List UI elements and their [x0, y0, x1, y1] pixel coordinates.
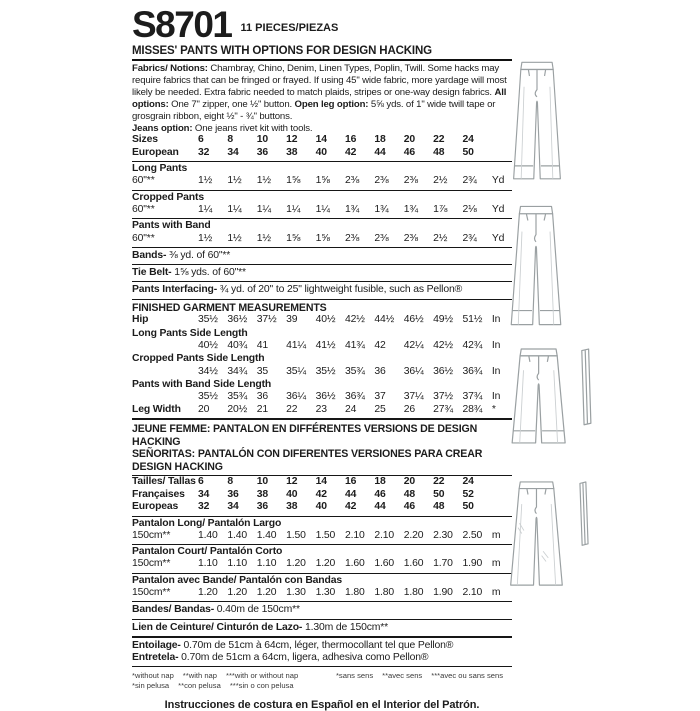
- divider: [132, 516, 512, 517]
- table-cell: 2.10: [344, 529, 365, 541]
- cropped-pants-label: Cropped Pants: [132, 191, 204, 203]
- table-cell: 18: [374, 134, 386, 146]
- pattern-number: S8701: [132, 4, 232, 45]
- table-cell: 2½: [433, 232, 448, 244]
- table-cell: 1.40: [198, 529, 218, 541]
- cropped-side-length-label: Cropped Pants Side Length: [132, 353, 265, 365]
- table-cell: 2⅜: [344, 232, 360, 244]
- table-cell: 8: [227, 134, 234, 146]
- row-label: Leg Width: [132, 403, 181, 415]
- jeans-option-label: Jeans option:: [132, 122, 193, 134]
- table-cell: 20: [198, 403, 210, 415]
- table-cell: 36: [374, 365, 386, 377]
- table-cell: 1.90: [462, 558, 483, 570]
- row-unit: Yd: [491, 175, 505, 187]
- table-cell: 26: [403, 403, 415, 415]
- cropped-pants-yardage-row: [132, 204, 512, 216]
- table-cell: 40: [286, 488, 298, 500]
- technical-drawings-column: [497, 58, 612, 591]
- divider: [132, 161, 512, 162]
- table-cell: 2⅜: [403, 232, 418, 244]
- fabric-width: 60"**: [132, 175, 155, 187]
- table-cell: 37¼: [403, 391, 424, 403]
- row-unit: In: [491, 314, 501, 326]
- table-cell: 34¾: [227, 365, 248, 377]
- table-cell: 44: [374, 501, 386, 513]
- table-cell: 40: [315, 146, 327, 158]
- fabric-width: 60"**: [132, 232, 155, 244]
- table-cell: 39: [286, 314, 298, 326]
- ceinture-text: 1.30m de 150cm**: [302, 621, 389, 633]
- footnotes-spanish: [132, 681, 307, 691]
- table-cell: 2½: [433, 175, 448, 187]
- bandes-note: [132, 604, 512, 616]
- table-cell: 40½: [315, 314, 336, 326]
- bandes-label: Bandes/ Bandas-: [132, 604, 215, 616]
- pantalon-court-label: Pantalon Court/ Pantalón Corto: [132, 546, 283, 558]
- table-cell: 44½: [374, 314, 395, 326]
- table-cell: 1⅞: [433, 204, 448, 216]
- table-cell: 32: [198, 501, 210, 513]
- table-cell: 1.60: [403, 558, 424, 570]
- table-cell: 42: [344, 501, 357, 513]
- table-cell: 35¾: [227, 391, 248, 403]
- row-unit: m: [491, 558, 501, 570]
- bands-text: ⅜ yd. of 60"**: [166, 250, 231, 262]
- table-cell: 38: [256, 488, 269, 500]
- footnotes-left: [132, 671, 307, 691]
- table-cell: 1¼: [286, 204, 301, 216]
- table-cell: 48: [433, 501, 445, 513]
- table-cell: 44: [344, 488, 357, 500]
- table-cell: 36¾: [462, 365, 483, 377]
- table-cell: 1⅝: [286, 232, 301, 244]
- fabrics-notions-label: Fabrics/ Notions:: [132, 63, 208, 74]
- table-cell: 46: [403, 501, 415, 513]
- table-cell: 1.20: [256, 586, 277, 598]
- table-cell: 42: [344, 146, 357, 158]
- ceinture-label: Lien de Ceinture/ Cinturón de Lazo-: [132, 621, 303, 633]
- table-cell: 36½: [315, 391, 336, 403]
- cropped-pants-illustration: [497, 346, 603, 449]
- table-cell: 24: [462, 134, 474, 146]
- pattern-info-column: [132, 6, 512, 711]
- all-options-label: All options:: [132, 86, 507, 110]
- table-cell: 1½: [198, 175, 213, 187]
- table-cell: 46½: [403, 314, 424, 326]
- section-divider: [132, 418, 512, 420]
- band-side-length-label: Pants with Band Side Length: [132, 378, 272, 390]
- cropped-side-length-row: [132, 366, 512, 378]
- table-cell: 42½: [433, 339, 453, 351]
- table-cell: 36¼: [403, 365, 424, 377]
- table-cell: 42¾: [462, 339, 483, 351]
- table-cell: 35: [256, 365, 269, 377]
- table-cell: 36: [227, 488, 239, 500]
- table-cell: 21: [256, 403, 269, 415]
- table-cell: 1.30: [286, 586, 306, 598]
- entoilage-note: [132, 640, 512, 652]
- table-cell: 2⅛: [462, 204, 477, 216]
- table-cell: 1½: [256, 232, 271, 244]
- long-pants-band-back-drawing: [499, 202, 573, 332]
- table-cell: 2⅜: [344, 175, 360, 187]
- table-cell: 2¾: [462, 232, 477, 244]
- long-pants-band-front-drawing: [501, 58, 573, 186]
- pantalon-long-label: Pantalon Long/ Pantalón Largo: [132, 517, 282, 529]
- table-cell: 1½: [227, 175, 242, 187]
- table-cell: 51½: [462, 314, 483, 326]
- table-cell: 42: [374, 339, 386, 351]
- entoilage-text: 0.70m de 51cm à 64cm, léger, thermocollant tel que Pellon®: [180, 639, 454, 651]
- table-cell: 38: [286, 146, 298, 158]
- table-cell: 1¼: [315, 204, 330, 216]
- fabric-width: 150cm**: [132, 586, 171, 598]
- bands-note: [132, 250, 512, 262]
- table-cell: 37½: [256, 314, 277, 326]
- table-cell: 1.80: [344, 586, 365, 598]
- footnote-item: *sin pelusa: [132, 681, 170, 691]
- table-cell: 1¼: [256, 204, 271, 216]
- table-cell: 1½: [256, 175, 271, 187]
- table-cell: 34: [198, 488, 210, 500]
- table-cell: 1.20: [227, 586, 248, 598]
- table-cell: 22: [433, 134, 445, 146]
- table-cell: 50: [462, 501, 474, 513]
- pants-with-band-yardage-row: [132, 233, 512, 245]
- table-cell: 12: [286, 134, 298, 146]
- table-cell: 41½: [315, 339, 336, 351]
- table-cell: 27¾: [433, 403, 453, 415]
- footnote-item: ***sin o con pelusa: [229, 681, 294, 691]
- table-cell: 34: [227, 146, 239, 158]
- long-pants-yardage-row: [132, 175, 512, 187]
- table-cell: 1¼: [198, 204, 213, 216]
- table-cell: 41¾: [344, 339, 365, 351]
- table-cell: 1.20: [315, 558, 336, 570]
- table-cell: 36¼: [286, 391, 306, 403]
- table-cell: 1⅝: [315, 232, 330, 244]
- table-cell: 24: [462, 476, 474, 488]
- footnotes-english: [132, 671, 307, 681]
- footnote-item: ***with or without nap: [226, 671, 299, 681]
- table-cell: 35½: [198, 314, 218, 326]
- row-unit: In: [491, 339, 501, 351]
- table-cell: 48: [403, 488, 415, 500]
- row-unit: m: [491, 529, 501, 541]
- fabric-width: 60"**: [132, 204, 155, 216]
- table-cell: 34: [227, 501, 239, 513]
- table-cell: 1.70: [433, 558, 453, 570]
- table-cell: 1.50: [315, 529, 336, 541]
- table-cell: 41: [256, 339, 269, 351]
- fabrics-notions-paragraph: [132, 63, 512, 134]
- divider: [132, 299, 512, 300]
- table-cell: 46: [403, 146, 415, 158]
- fabric-width: 150cm**: [132, 529, 171, 541]
- entretela-note: [132, 652, 512, 664]
- jeans-option-text: One jeans rivet kit with tools.: [192, 122, 313, 134]
- pantalon-bande-row: [132, 587, 512, 599]
- row-unit: *: [491, 403, 496, 415]
- footnotes-right: [336, 671, 512, 691]
- table-cell: 32: [198, 146, 210, 158]
- table-cell: 1.90: [433, 586, 453, 598]
- divider: [132, 601, 512, 602]
- table-cell: 14: [315, 134, 327, 146]
- table-cell: 46: [374, 488, 386, 500]
- entretela-text: 0.70m de 51cm a 64cm, ligera, adhesiva como Pellon®: [178, 651, 429, 663]
- table-cell: 42¼: [403, 339, 424, 351]
- europeas-row: [132, 501, 512, 513]
- french-heading: JEUNE FEMME: PANTALON EN DIFFÉRENTES VERSIONS DE DESIGN HACKING: [132, 422, 478, 448]
- interfacing-label: Pants Interfacing-: [132, 284, 218, 296]
- ceinture-note: [132, 622, 512, 634]
- row-label: Hip: [132, 314, 149, 326]
- table-cell: 2¾: [462, 175, 477, 187]
- table-cell: 37½: [433, 391, 453, 403]
- divider: [132, 544, 512, 545]
- table-cell: 2⅜: [374, 232, 389, 244]
- row-unit: In: [491, 391, 501, 403]
- footnote-item: *without nap: [132, 671, 174, 681]
- table-cell: 2.10: [462, 586, 483, 598]
- hip-row: [132, 314, 512, 326]
- table-cell: 1.40: [256, 529, 277, 541]
- table-cell: 36¾: [344, 391, 365, 403]
- table-cell: 20: [403, 134, 415, 146]
- fabric-width: 150cm**: [132, 558, 171, 570]
- fabrics-notions-text: Chambray, Chino, Denim, Linen Types, Poplin, Twill. Some hacks may require fabrics that can be fringed or frayed. If using 45" wide fabric, more yardage will most likely be needed. Extra fabric needed to match plaids, stripes or one-way design fabrics.: [132, 63, 507, 98]
- divider: [132, 281, 512, 282]
- table-cell: 38: [286, 501, 298, 513]
- row-label: European: [132, 146, 179, 158]
- table-cell: 50: [433, 488, 445, 500]
- table-cell: 2⅜: [403, 175, 418, 187]
- table-cell: 44: [374, 146, 386, 158]
- pantalon-court-row: [132, 558, 512, 570]
- table-cell: 40¾: [227, 339, 248, 351]
- table-cell: 1.30: [315, 586, 336, 598]
- table-cell: 1.10: [198, 558, 218, 570]
- table-cell: 35½: [198, 391, 218, 403]
- bandes-text: 0.40m de 150cm**: [214, 604, 300, 616]
- leg-width-row: [132, 404, 512, 416]
- table-cell: 1¼: [227, 204, 242, 216]
- table-cell: 40: [315, 501, 327, 513]
- all-options-text: One 7" zipper, one ½" button.: [168, 98, 295, 110]
- pants-front-illustration: [501, 58, 573, 186]
- row-unit: In: [491, 365, 501, 377]
- table-cell: 8: [227, 476, 234, 488]
- spanish-heading: SEÑORITAS: PANTALÓN CON DIFERENTES VERSIONES PARA CREAR DESIGN HACKING: [132, 448, 483, 473]
- interfacing-note: [132, 284, 512, 296]
- table-cell: 2.30: [433, 529, 453, 541]
- interfacing-text: ¾ yd. of 20" to 25" lightweight fusible, such as Pellon®: [217, 284, 463, 296]
- pants-back-illustration: [499, 202, 573, 332]
- entretela-label: Entretela-: [132, 651, 179, 663]
- table-cell: 16: [344, 134, 357, 146]
- table-cell: 18: [374, 476, 386, 488]
- footnotes-french: [336, 671, 512, 681]
- francaises-row: [132, 489, 512, 501]
- table-cell: 2.10: [374, 529, 394, 541]
- divider: [132, 666, 512, 667]
- row-label: Europeas: [132, 501, 179, 513]
- footnote-item: **con pelusa: [178, 681, 221, 691]
- table-cell: 10: [256, 134, 269, 146]
- table-cell: 37¾: [462, 391, 483, 403]
- section-divider: [132, 636, 512, 638]
- row-unit: Yd: [491, 204, 505, 216]
- pattern-title: MISSES' PANTS WITH OPTIONS FOR DESIGN HACKING: [132, 45, 512, 61]
- table-cell: 1.50: [286, 529, 306, 541]
- table-cell: 1.60: [374, 558, 394, 570]
- table-cell: 22: [286, 403, 298, 415]
- table-cell: 48: [433, 146, 445, 158]
- sizes-row: [132, 134, 512, 146]
- divider: [132, 573, 512, 574]
- footnote-item: *sans sens: [335, 671, 374, 681]
- table-cell: 1½: [227, 232, 242, 244]
- table-cell: 41¼: [286, 339, 306, 351]
- row-unit: Yd: [491, 232, 505, 244]
- table-cell: 40½: [198, 339, 218, 351]
- table-cell: 1.10: [227, 558, 248, 570]
- table-cell: 1⅝: [315, 175, 330, 187]
- table-cell: 1.10: [256, 558, 277, 570]
- table-cell: 1¾: [403, 204, 418, 216]
- table-cell: 1¾: [374, 204, 389, 216]
- table-cell: 37: [374, 391, 386, 403]
- pieces-count: 11 PIECES/PIEZAS: [240, 22, 339, 34]
- table-cell: 16: [344, 476, 357, 488]
- divider: [132, 247, 512, 248]
- row-unit: m: [491, 586, 501, 598]
- row-label: Sizes: [132, 134, 158, 146]
- table-cell: 50: [462, 146, 474, 158]
- long-pants-label: Long Pants: [132, 163, 188, 175]
- table-cell: 1.80: [374, 586, 394, 598]
- divider: [132, 619, 512, 620]
- table-cell: 10: [256, 476, 269, 488]
- divider: [132, 218, 512, 219]
- table-cell: 2.50: [462, 529, 483, 541]
- table-cell: 1⅝: [286, 175, 301, 187]
- long-pants-open-leg-tie-belt-drawing: [497, 479, 601, 591]
- table-cell: 36: [256, 146, 269, 158]
- pantalon-long-row: [132, 530, 512, 542]
- table-cell: 35¼: [286, 365, 306, 377]
- table-cell: 35¾: [344, 365, 365, 377]
- table-cell: 1¾: [344, 204, 360, 216]
- divider: [132, 190, 512, 191]
- table-cell: 1.20: [198, 586, 218, 598]
- table-cell: 49½: [433, 314, 453, 326]
- finished-measurements-heading: FINISHED GARMENT MEASUREMENTS: [132, 301, 327, 314]
- row-label: Tailles/ Tallas: [132, 476, 196, 488]
- divider: [132, 264, 512, 265]
- tie-belt-text: 1⅝ yds. of 60"**: [171, 267, 246, 279]
- table-cell: 28¾: [462, 403, 483, 415]
- band-side-length-row: [132, 391, 512, 403]
- bands-label: Bands-: [132, 250, 167, 262]
- pants-with-band-label: Pants with Band: [132, 220, 211, 232]
- table-cell: 42: [315, 488, 327, 500]
- long-side-length-row: [132, 340, 512, 352]
- table-cell: 20½: [227, 403, 248, 415]
- table-cell: 1½: [198, 232, 213, 244]
- tie-belt-note: [132, 267, 512, 279]
- european-sizes-row: [132, 147, 512, 159]
- table-cell: 2.20: [403, 529, 424, 541]
- tie-belt-label: Tie Belt-: [132, 267, 172, 279]
- table-cell: 6: [198, 476, 204, 488]
- table-cell: 52: [462, 488, 474, 500]
- table-cell: 12: [286, 476, 298, 488]
- table-cell: 36½: [433, 365, 453, 377]
- table-cell: 23: [315, 403, 327, 415]
- table-cell: 1.60: [344, 558, 365, 570]
- table-cell: 14: [315, 476, 327, 488]
- tailles-row: [132, 476, 512, 488]
- open-leg-pants-illustration: [497, 479, 601, 591]
- table-cell: 6: [198, 134, 204, 146]
- table-cell: 2⅜: [374, 175, 389, 187]
- table-cell: 42½: [344, 314, 365, 326]
- open-leg-option-label: Open leg option:: [294, 98, 369, 110]
- header: [132, 6, 512, 44]
- table-cell: 1.40: [227, 529, 248, 541]
- footnote-item: **with nap: [182, 671, 217, 681]
- table-cell: 34½: [198, 365, 218, 377]
- table-cell: 36: [256, 501, 269, 513]
- footnotes: [132, 671, 512, 691]
- pantalon-bande-label: Pantalon avec Bande/ Pantalón con Bandas: [132, 574, 342, 586]
- table-cell: 35½: [315, 365, 336, 377]
- spanish-instructions-note: Instrucciones de costura en Español en el Interior del Patrón.: [164, 699, 480, 711]
- table-cell: 36½: [227, 314, 248, 326]
- entoilage-label: Entoilage-: [132, 639, 181, 651]
- table-cell: 1.20: [286, 558, 306, 570]
- table-cell: 24: [344, 403, 357, 415]
- table-cell: 1.80: [403, 586, 424, 598]
- footnote-item: **avec sens: [382, 671, 423, 681]
- open-leg-option-text: 5⅝ yds. of 1" wide twill tape or grosgrain ribbon, eight ½" - ¾" buttons.: [132, 98, 496, 122]
- table-cell: 20: [403, 476, 415, 488]
- footnote-item: ***avec ou sans sens: [431, 671, 503, 681]
- table-cell: 25: [374, 403, 386, 415]
- row-label: Françaises: [132, 488, 185, 500]
- cropped-pants-band-tie-belt-drawing: [497, 346, 603, 449]
- table-cell: 36: [256, 391, 269, 403]
- long-side-length-label: Long Pants Side Length: [132, 327, 248, 339]
- table-cell: 22: [433, 476, 445, 488]
